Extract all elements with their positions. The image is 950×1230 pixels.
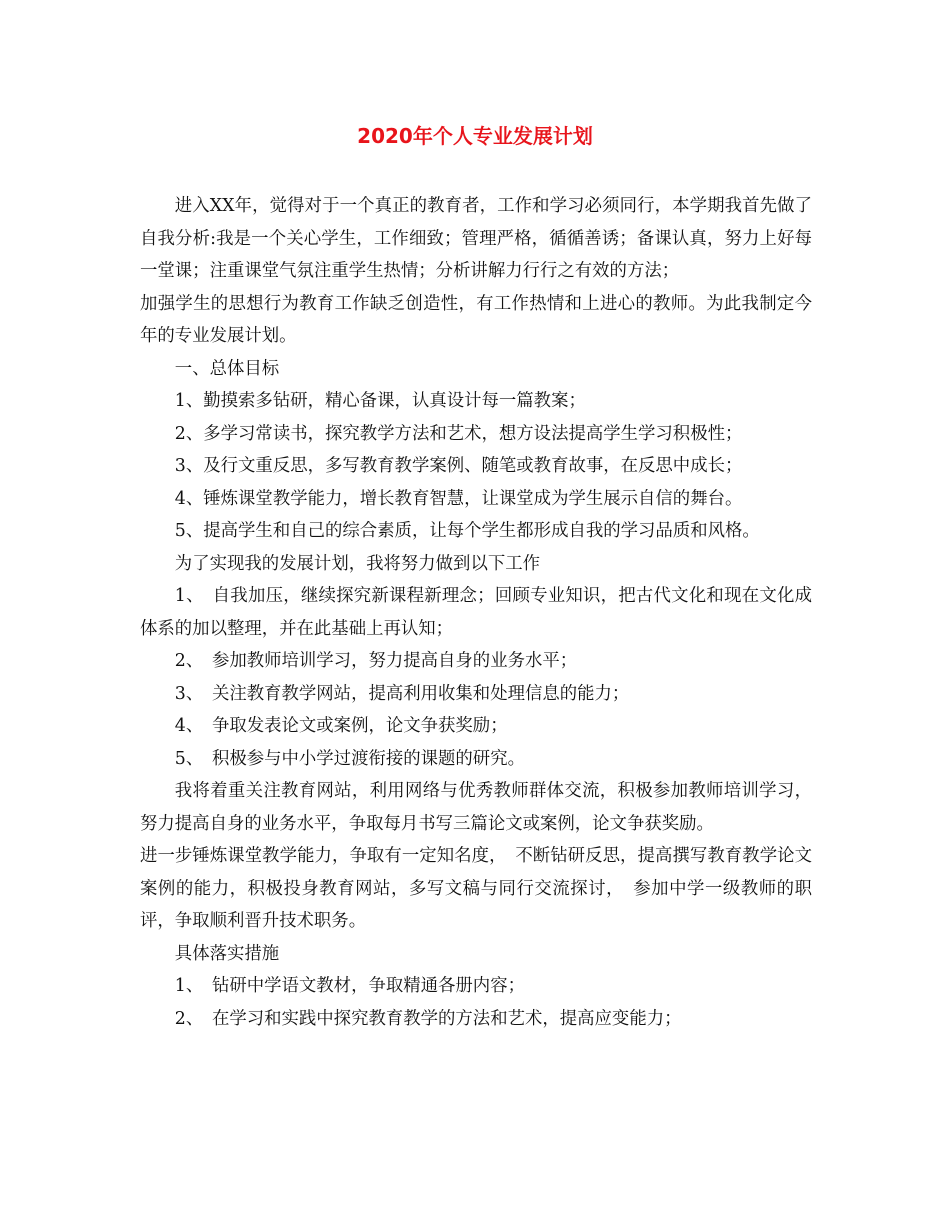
list-item: 1、 自我加压，继续探究新课程新理念；回顾专业知识，把古代文化和现在文化成体系的加以整理，并在此基础上再认知； bbox=[140, 586, 812, 639]
paragraph: 进一步锤炼课堂教学能力，争取有一定知名度， 不断钻研反思，提高撰写教育教学论文案例的能力，积极投身教育网站，多写文稿与同行交流探讨， 参加中学一级教师的职评，争取顺利晋升技术职务。 bbox=[140, 846, 812, 931]
paragraph: 我将着重关注教育网站，利用网络与优秀教师群体交流，积极参加教师培训学习，努力提高自身的业务水平，争取每月书写三篇论文或案例，论文争获奖励。 bbox=[140, 781, 812, 834]
section-heading: 具体落实措施 bbox=[174, 943, 280, 964]
list-item: 5、 积极参与中小学过渡衔接的课题的研究。 bbox=[174, 748, 525, 769]
list-item: 2、 在学习和实践中探究教育教学的方法和艺术，提高应变能力； bbox=[174, 1008, 682, 1029]
paragraph: 为了实现我的发展计划，我将努力做到以下工作 bbox=[174, 553, 541, 574]
document-body bbox=[140, 190, 812, 1035]
list-item: 4、锤炼课堂教学能力，增长教育智慧，让课堂成为学生展示自信的舞台。 bbox=[174, 488, 743, 509]
list-item: 1、 钻研中学语文教材，争取精通各册内容； bbox=[174, 976, 525, 996]
list-item: 3、及行文重反思，多写教育教学案例、随笔或教育故事，在反思中成长； bbox=[174, 456, 743, 476]
list-item: 3、 关注教育教学网站，提高利用收集和处理信息的能力； bbox=[174, 683, 630, 704]
section-heading: 一、总体目标 bbox=[174, 358, 280, 379]
list-item: 2、 参加教师培训学习，努力提高自身的业务水平； bbox=[174, 651, 578, 671]
list-item: 1、勤摸索多钻研，精心备课，认真设计每一篇教案； bbox=[174, 391, 586, 411]
list-item: 2、多学习常读书，探究教学方法和艺术，想方设法提高学生学习积极性； bbox=[174, 423, 743, 444]
document-title: 2020年个人专业发展计划 bbox=[357, 124, 593, 148]
list-item: 5、提高学生和自己的综合素质，让每个学生都形成自我的学习品质和风格。 bbox=[174, 521, 760, 541]
paragraph: 进入XX年，觉得对于一个真正的教育者，工作和学习必须同行，本学期我首先做了自我分析:我是一个关心学生，工作细致；管理严格，循循善诱；备课认真，努力上好每一堂课；注重课堂气氛注重学生热情；分析讲解力行行之有效的方法； bbox=[140, 196, 812, 281]
paragraph: 加强学生的思想行为教育工作缺乏创造性，有工作热情和上进心的教师。为此我制定今年的专业发展计划。 bbox=[140, 293, 812, 346]
list-item: 4、 争取发表论文或案例，论文争获奖励； bbox=[174, 716, 508, 736]
